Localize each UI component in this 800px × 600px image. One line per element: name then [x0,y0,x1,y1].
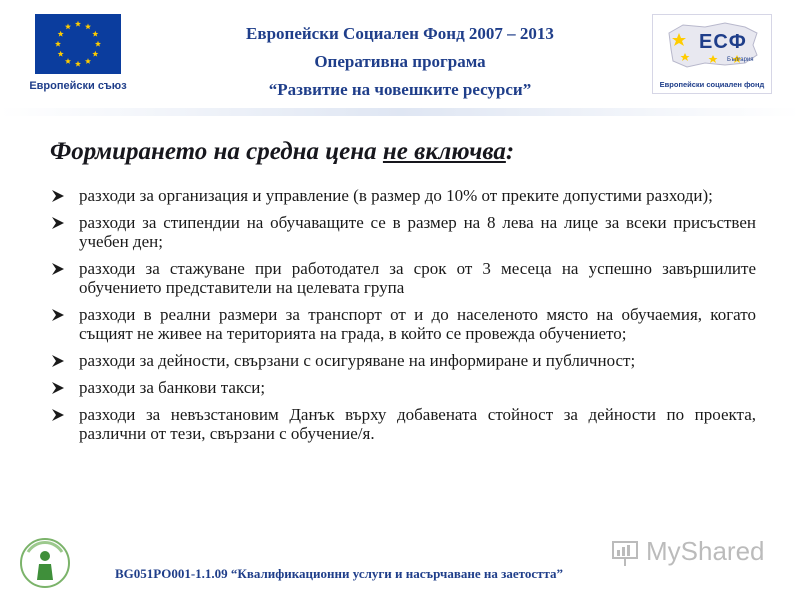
title-prefix: Формирането на средна цена [50,138,383,165]
eu-star [75,61,81,67]
list-item [50,259,756,297]
list-item [50,405,756,443]
eu-label: Европейски съюз [29,80,127,92]
eu-star [65,23,71,29]
eu-logo-block [22,14,134,92]
esf-country-text: България [727,57,754,63]
bullet-text: разходи за банкови такси; [79,378,266,397]
eu-star [92,31,98,37]
eu-star [92,51,98,57]
watermark-text: MyShared [646,536,765,566]
list-item [50,305,756,343]
eu-star [65,58,71,64]
header-line-3: “Развитие на човешките ресурси” [268,80,532,99]
list-item [50,213,756,251]
eu-star [75,21,81,27]
esf-logo-text: ЕСФ [699,31,747,53]
employment-agency-logo-icon [18,536,72,590]
bullet-text: разходи за организация и управление (в размер до 10% от преките допустими разходи); [79,186,713,205]
watermark [610,536,770,570]
eu-star [85,23,91,29]
eu-flag-icon [35,14,121,74]
list-item [50,378,756,397]
arrow-bullet-icon [50,307,66,323]
esf-label: Европейски социален фонд [659,80,765,89]
bullet-text: разходи за стажуване при работодател за срок от 3 месеца на успешно завършилите обучението представители на целевата група [79,259,756,297]
arrow-bullet-icon [50,261,66,277]
header-divider [0,108,800,116]
list-item [50,186,756,205]
arrow-bullet-icon [50,215,66,231]
bullet-text: разходи за стипендии на обучаващите се в размер на 8 лева на лице за всеки присъствен учебен ден; [79,213,756,251]
eu-star [85,58,91,64]
bullet-text: разходи за дейности, свързани с осигуряване на информиране и публичност; [79,351,636,370]
arrow-bullet-icon [50,353,66,369]
presentation-icon [610,538,640,568]
project-code-footer: BG051PO001-1.1.09 “Квалификационни услуги и насърчаване на заетостта” [115,566,564,581]
esf-logo-block [652,14,772,94]
arrow-bullet-icon [50,407,66,423]
bullet-text: разходи в реални размери за транспорт от и до населеното място на обучаемия, когато същият не живее на територията на града, в който се провежда обучението; [79,305,756,343]
header-line-1: Европейски Социален Фонд 2007 – 2013 [246,24,554,43]
bullet-list [50,186,756,451]
slide-title [50,138,514,166]
bullet-text: разходи за невъзстановим Данък върху добавената стойност за дейности по проекта, различни от тези, свързани с обучение/я. [79,405,756,443]
eu-star [58,31,64,37]
title-underlined: не включва [382,138,506,165]
arrow-bullet-icon [50,188,66,204]
list-item [50,351,756,370]
header-line-2: Оперативна програма [314,52,486,71]
eu-star [55,41,61,47]
title-suffix: : [505,138,515,165]
eu-star [58,51,64,57]
program-header [150,20,650,104]
eu-star [95,41,101,47]
arrow-bullet-icon [50,380,66,396]
